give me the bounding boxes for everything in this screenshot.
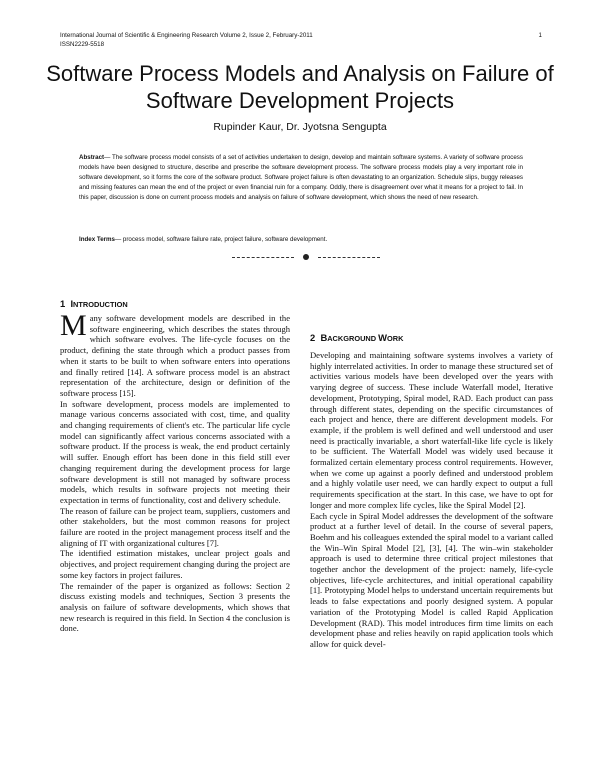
index-terms-label: Index Terms	[79, 236, 115, 243]
drop-cap: M	[60, 309, 87, 342]
paragraph: Each cycle in Spiral Model addresses the development of the software product at a further level of detail. In the course of several papers, Boehm and his colleagues extended the spiral model to a variant called the Win–Win Spiral Model [2], [3], [4]. The win–win stakeholder approach is used to determine three critical project milestones that together anchor the development of the project: namely, life-cycle objectives, life-cycle architectures, and initial operational capability [1]. Prototyping Model helps to understand uncertain requirements but leads to false expectations and poorly designed system. A popular variation of the Prototyping Model is called Rapid Application Development (RAD). This model introduces firm time limits on each development phase and relies heavily on rapid application tools which allow for quick devel-	[310, 510, 553, 649]
section-title-rest: NTRODUCTION	[73, 300, 128, 309]
abstract	[79, 153, 523, 203]
paragraph	[60, 309, 290, 399]
section-number: 2	[310, 332, 316, 343]
section-title-initial: I	[70, 298, 74, 309]
section-title-initial-2: W	[378, 332, 387, 343]
running-header	[60, 31, 542, 49]
left-column	[60, 309, 290, 634]
section-number: 1	[60, 298, 66, 309]
section-title-rest: ACKGROUND	[327, 334, 379, 343]
section-divider	[232, 253, 382, 261]
paragraph: The remainder of the paper is organized as follows: Section 2 discuss existing models and techniques, Section 3 presents the analysis on failure of software developments, which shows that new research is required in this field. In Section 4 the conclusion is done.	[60, 580, 290, 634]
issn-line: ISSN2229-5518	[60, 41, 105, 48]
section-title-rest-2: ORK	[387, 334, 404, 343]
paper-title: Software Process Models and Analysis on Failure of Software Development Projects	[46, 61, 554, 113]
paragraph: The reason of failure can be project team, suppliers, customers and other stakeholders, but the most common reasons for project failure are rooted in the project management process itself and the aligning of IT with organizational cultures [7].	[60, 505, 290, 548]
paragraph: The identified estimation mistakes, unclear project goals and objectives, and project requirement changing during the project are some key factors in project failures.	[60, 548, 290, 580]
section-heading-background	[310, 332, 403, 343]
author-line: Rupinder Kaur, Dr. Jyotsna Sengupta	[213, 121, 387, 133]
index-terms	[79, 235, 523, 245]
paragraph: Developing and maintaining software systems involves a variety of highly interrelated activities. In order to manage these structured set of activities various models have been developed over the years with varying degree of success. These include Waterfall model, Iterative development, Prototyping, Spiral model, RAD. Each product can pass through different states, depending on the specific circumstances of each project and hence, there are different development models. For example, if the problem is well defined and well understood and user need is practically invariable, a short waterfall-like life cycle is likely to be sufficient. The Waterfall Model was widely used because it formalized certain elementary process control requirements. However, when we come up against a poorly defined and understood problem and a highly volatile user need, we can hardly expect to output a full requirements specification at the start. In this case, we have to opt for longer and more complex life cycles, like the Spiral Model [2].	[310, 350, 553, 510]
page-number: 1	[538, 32, 542, 39]
index-terms-text: — process model, software failure rate, project failure, software development.	[115, 236, 328, 243]
paragraph: In software development, process models are implemented to manage various concerns associated with cost, time, and quality and changing requirements of client's etc. The particular life cycle model can significantly affect various concerns associated with a software product. If the process is weak, the end product certainly will suffer. Enough effort has been done in this field still ever changing requirement during the development process for large software development is still not managed by software process models, which results in software projects not meeting their expectation in terms of functionality, cost and delivery schedule.	[60, 398, 290, 505]
divider-dash-right	[318, 257, 380, 258]
right-column	[310, 350, 553, 650]
section-heading-introduction	[60, 298, 128, 309]
abstract-text: — The software process model consists of a set of activities undertaken to design, develop and maintain software systems. A variety of software process models have been designed to structure, describe and prescribe the software development process. The software process models play a very important role in software development, so it forms the core of the software product. Software project failure is often devastating to an organization. Schedule slips, buggy releases and missing features can mean the end of the project or even financial ruin for a company. Oddly, there is disagreement over what it means for a project to fail. In this paper, discussion is done on current process models and analysis on failure of software development, which shows the need of new research.	[79, 154, 523, 201]
divider-dot	[303, 254, 309, 260]
section-title-initial: B	[320, 332, 328, 343]
divider-dash-left	[232, 257, 294, 258]
abstract-label: Abstract	[79, 154, 105, 161]
journal-line: International Journal of Scientific & Engineering Research Volume 2, Issue 2, February-2011	[60, 32, 313, 39]
paragraph-text: any software development models are described in the software engineering, which describes the states through which software evolves. The life-cycle focuses on the product, defining the state through which a product passes from when it starts to be built to when software enters into operations and finally retired [14]. A software process model is an abstract representation of the architecture, design or definition of the software process [15].	[60, 313, 290, 398]
